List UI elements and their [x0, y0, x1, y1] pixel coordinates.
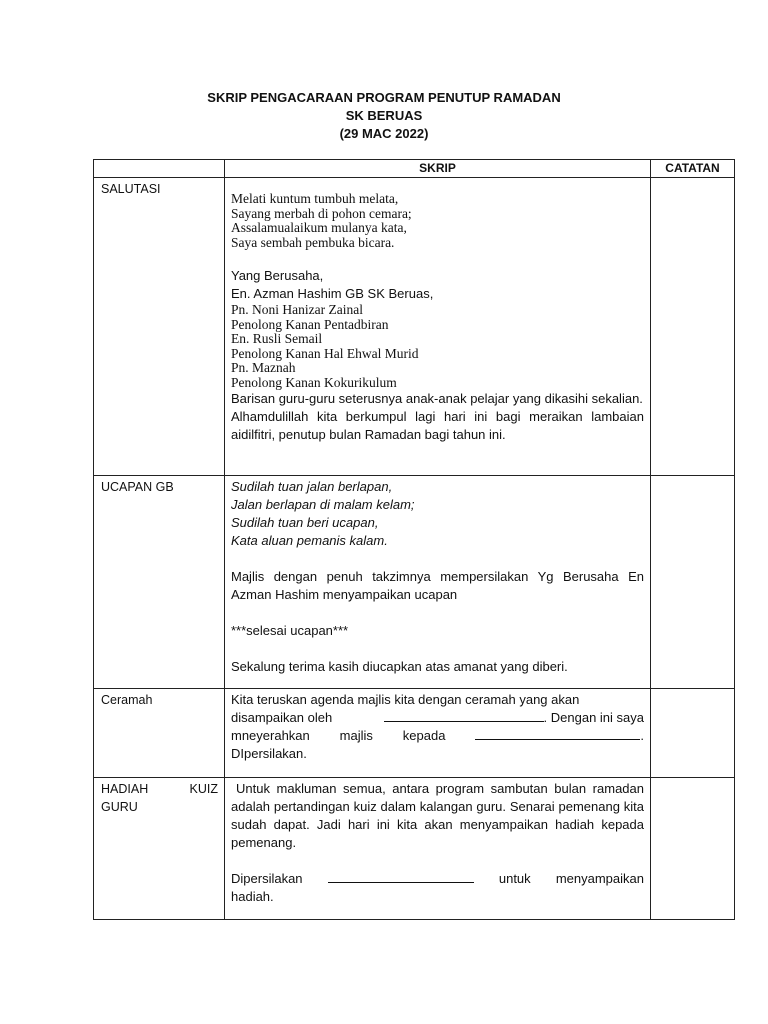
ceramah-text: disampaikan oleh	[231, 710, 333, 725]
catatan-cell	[651, 178, 735, 476]
script-table	[93, 159, 735, 920]
ucapan-invitation: Majlis dengan penuh takzimnya mempersilakan Yg Berusaha En Azman Hashim menyampaikan ucapan	[231, 569, 644, 602]
greeting-line: Yang Berusaha,	[231, 268, 324, 283]
hadiah-paragraph: Untuk makluman semua, antara program sambutan bulan ramadan adalah pertandingan kuiz dalam kalangan guru. Senarai pemenang kita sudah dapat. Jadi hari ini kita akan menyampaikan hadiah kepada pemenang.	[231, 781, 644, 850]
ceramah-line-2	[231, 709, 644, 727]
document-header	[0, 89, 768, 143]
pantun-line: Kata aluan pemanis kalam.	[231, 533, 388, 548]
officer-line: Pn. Noni Hanizar Zainal	[231, 302, 363, 317]
hadiah-text: menyampaikan	[555, 871, 644, 886]
officer-line: Penolong Kanan Pentadbiran	[231, 316, 389, 332]
row-label-ucapan-gb: UCAPAN GB	[101, 480, 174, 494]
officer-line: Penolong Kanan Kokurikulum	[231, 374, 397, 390]
ceramah-text: majlis	[339, 728, 373, 743]
ucapan-thanks: Sekalung terima kasih diucapkan atas amanat yang diberi.	[231, 659, 568, 674]
officer-line: Penolong Kanan Hal Ehwal Murid	[231, 345, 419, 361]
pantun-line: Assalamualaikum mulanya kata,	[231, 220, 407, 235]
column-header-catatan: CATATAN	[651, 160, 735, 178]
pantun-line: Sudilah tuan jalan berlapan,	[231, 479, 393, 494]
salutasi-pantun	[231, 192, 644, 250]
officers-list	[231, 303, 644, 390]
column-header-section	[94, 160, 225, 178]
officer-line: En. Rusli Semail	[231, 331, 323, 346]
hadiah-text: Dipersilakan	[231, 871, 303, 886]
pantun-line: Sudilah tuan beri ucapan,	[231, 515, 379, 530]
salutasi-paragraph-2: Alhamdulillah kita berkumpul lagi hari ini bagi meraikan lambaian aidilfitri, penutup bulan Ramadan bagi tahun ini.	[231, 409, 644, 442]
pantun-line: Saya sembah pembuka bicara.	[231, 234, 395, 250]
ceramah-text: mneyerahkan	[231, 728, 310, 743]
hadiah-text: hadiah.	[231, 889, 274, 904]
table-header-row	[94, 160, 735, 178]
ceramah-text: .	[640, 728, 644, 743]
salutasi-script	[225, 178, 650, 444]
pantun-line: Jalan berlapan di malam kelam;	[231, 497, 415, 512]
row-label-hadiah-kuiz-guru: HADIAH KUIZ GURU	[101, 782, 218, 814]
pantun-line: Sayang merbah di pohon cemara;	[231, 205, 412, 221]
pantun-line: Melati kuntum tumbuh melata,	[231, 191, 399, 206]
catatan-cell	[651, 476, 735, 689]
ceramah-line-1: Kita teruskan agenda majlis kita dengan ceramah yang akan	[231, 692, 580, 707]
speaker-blank	[384, 709, 544, 722]
headmaster-line: En. Azman Hashim GB SK Beruas,	[231, 286, 434, 301]
table-row-hadiah-kuiz-guru	[94, 778, 735, 920]
table-row-ucapan-gb	[94, 476, 735, 689]
catatan-cell	[651, 689, 735, 778]
table-row-ceramah	[94, 689, 735, 778]
column-header-skrip: SKRIP	[225, 160, 651, 178]
hadiah-invitation	[231, 870, 644, 888]
officer-line: Pn. Maznah	[231, 360, 296, 375]
ucapan-done-note: ***selesai ucapan***	[231, 623, 349, 638]
row-label-ceramah: Ceramah	[101, 693, 153, 707]
hadiah-script	[225, 778, 650, 906]
ceramah-text: kepada	[402, 728, 446, 743]
ceramah-script	[225, 689, 650, 763]
school-name: SK BERUAS	[345, 108, 423, 123]
hadiah-text: untuk	[498, 871, 531, 886]
ucapan-script	[225, 476, 650, 676]
ucapan-pantun	[231, 478, 644, 550]
ceramah-line-3	[231, 727, 644, 745]
ceramah-line-4: DIpersilakan.	[231, 746, 307, 761]
presenter-blank	[328, 870, 474, 883]
document-date: (29 MAC 2022)	[339, 126, 429, 141]
handover-blank	[475, 727, 640, 740]
catatan-cell	[651, 778, 735, 920]
salutasi-paragraph-1: Barisan guru-guru seterusnya anak-anak pelajar yang dikasihi sekalian.	[231, 391, 643, 406]
row-label-salutasi: SALUTASI	[101, 182, 161, 196]
ceramah-text: . Dengan ini saya	[543, 710, 644, 725]
document-title: SKRIP PENGACARAAN PROGRAM PENUTUP RAMADAN	[207, 90, 561, 105]
table-row-salutasi	[94, 178, 735, 476]
